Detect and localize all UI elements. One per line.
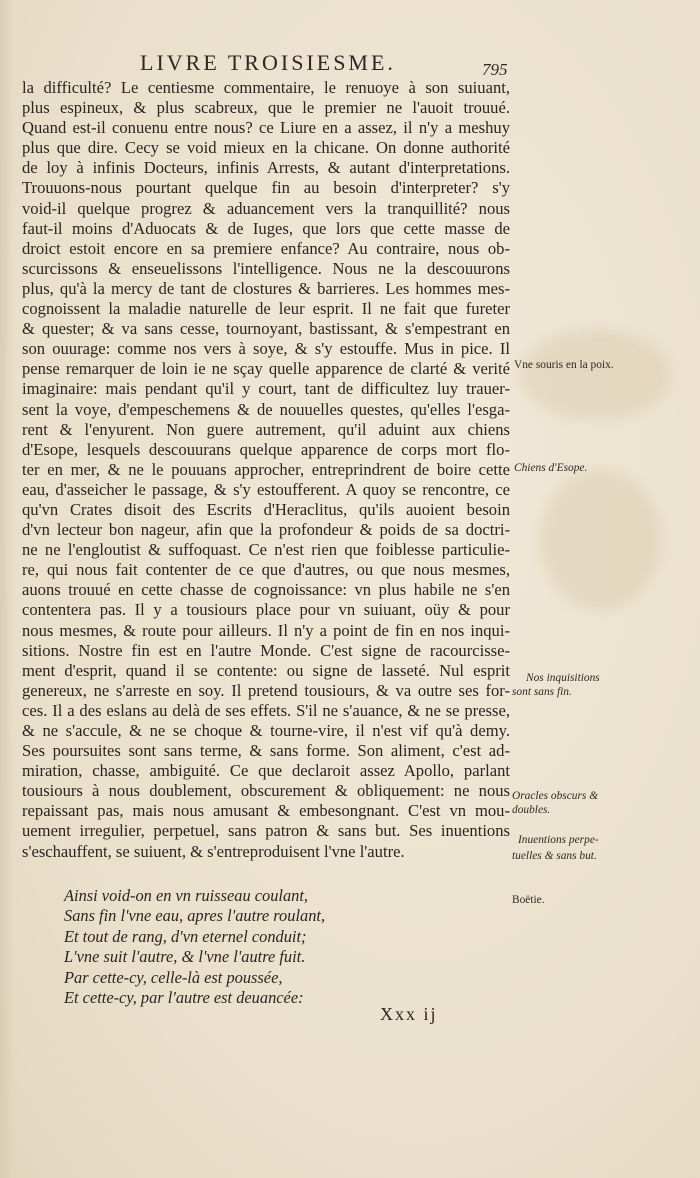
text-line: sent la voye, d'empeschemens & de nouuelles questes, qu'elles l'esga- (22, 399, 510, 419)
text-line: d'vn lecteur bon nageur, afin que la profondeur & poids de sa doctri- (22, 520, 510, 540)
text-line: & ne s'accule, & ne se choque & tourne-vire, il n'est vif qu'à demy. (22, 721, 510, 740)
text-line: ces. Il a des eslans au delà de ses effets. S'il ne s'auance, & ne se presse, (22, 700, 510, 720)
verse-line: Ainsi void-on en vn ruisseau coulant, (64, 886, 309, 905)
marginal-note: Inuentions perpe- (518, 834, 599, 846)
paper-stain (540, 470, 660, 610)
text-line: Ses poursuites sont sans terme, & sans forme. Son aliment, c'est ad- (22, 741, 510, 761)
text-line: Trouuons-nous pourtant quelque fin au besoin d'interpreter? s'y (22, 178, 510, 198)
text-line: ne ne l'engloutist & suffoquast. Ce n'est rien que foiblesse particulie- (22, 540, 510, 560)
text-line: d'Esope, lesquels descouurans quelque apparence de corps mort flo- (22, 439, 510, 459)
text-line: plus, qu'à la mercy de tant de clostures & barrieres. Les hommes mes- (22, 278, 510, 298)
text-line: genereux, ne s'arreste en soy. Il pretend tousiours, & va outre ses for- (22, 680, 510, 700)
text-line: ter en mer, & ne le pouuans approcher, entreprindrent de boire cette (22, 459, 510, 479)
text-line: rent & l'enyurent. Non guere autrement, qu'il aduint aux chiens (22, 419, 510, 439)
text-line: plus espineux, & plus scabreux, que le premier ne l'auoit trouué. (22, 98, 510, 118)
text-line: scurcissons & enseuelissons l'intelligence. Nous ne la descouurons (22, 258, 510, 278)
text-line: sitions. Nostre fin est en l'autre Monde. C'est signe de racourcisse- (22, 640, 510, 660)
text-line: contentera pas. Il y a tousiours place pour vn suiuant, oüy & pour (22, 600, 510, 620)
main-text-block (22, 78, 510, 862)
text-line: & quester; & va sans cesse, tournoyant, bastissant, & s'empestrant en (22, 319, 510, 339)
text-line: miration, chasse, ambiguité. Ce que declaroit assez Apollo, parlant (22, 761, 510, 781)
text-line: son ouurage: comme nos vers à soye, & s'y estouffe. Mus in pice. Il (22, 339, 510, 359)
text-line: nous mesmes, & route pour ailleurs. Il n'y a point de fin en nos inqui- (22, 620, 510, 640)
verse-block (64, 886, 424, 1008)
marginal-note: Chiens d'Esope. (514, 462, 588, 474)
verse-line: Et tout de rang, d'vn eternel conduit; (64, 926, 307, 946)
text-line: la difficulté? Le centiesme commentaire, le renuoye à son suiuant, (22, 78, 510, 97)
text-line: pense remarquer de loin ie ne sçay quelle apparence de clarté & verité (22, 359, 510, 379)
text-line: void-il quelque progrez & aduancement vers la tranquillité? nous (22, 198, 510, 218)
signature-mark: Xxx ij (380, 1004, 438, 1024)
marginal-note: Boëtie. (512, 894, 545, 906)
verse-line: L'vne suit l'autre, & l'vne l'autre fuit. (64, 947, 306, 967)
text-line: plus que dire. Cecy se void mieux en la chicane. On donne authorité (22, 138, 510, 158)
page-gutter-shadow (0, 0, 14, 1178)
marginal-note: doubles. (512, 804, 551, 816)
text-line: repaissant pas, mais nous amusant & embesongnant. C'est vn mou- (22, 801, 510, 821)
verse-line: Sans fin l'vne eau, apres l'autre roulant, (64, 906, 326, 926)
text-line: auons trouué en cette chasse de cognoissance: vn plus habile ne s'en (22, 580, 510, 600)
text-line: s'eschauffent, se suiuent, & s'entreproduisent l'vne l'autre. (22, 841, 405, 861)
text-line: Quand est-il conuenu entre nous? ce Liure en a assez, il n'y a meshuy (22, 118, 510, 138)
verse-line: Par cette-cy, celle-là est poussée, (64, 967, 283, 987)
paper-stain (520, 330, 670, 420)
marginal-note: tuelles & sans but. (512, 850, 597, 862)
text-line: ment d'esprit, quand il se contente: ou signe de lasseté. Nul esprit (22, 660, 510, 680)
text-line: de loy à infinis Docteurs, infinis Arrests, & autant d'interpretations. (22, 158, 510, 178)
text-line: qu'vn Crates disoit des Escrits d'Heraclitus, qu'ils auoient besoin (22, 499, 510, 519)
text-line: cognoissent la maladie naturelle de leur esprit. Il ne fait que fureter (22, 299, 510, 319)
text-line: faut-il moins d'Aduocats & de Iuges, que lors que cette masse de (22, 218, 510, 238)
verse-line: Et cette-cy, par l'autre est deuancée: (64, 988, 304, 1008)
text-line: imaginaire: mais pendant qu'il y court, tant de difficultez luy trauer- (22, 379, 510, 399)
marginal-note: sont sans fin. (512, 686, 572, 698)
text-line: re, qui nous fait contenter de ce que d'autres, ou que nous mesmes, (22, 560, 510, 580)
marginal-note: Vne souris en la poix. (514, 359, 614, 371)
marginal-note: Oracles obscurs & (512, 790, 599, 802)
text-line: eau, d'asseicher le passage, & s'y estoufferent. A quoy se rencontre, ce (22, 479, 510, 499)
marginal-note: Nos inquisitions (526, 672, 600, 684)
folio-number: 795 (482, 60, 508, 79)
text-line: tousiours à nous doublement, obscurement & obliquement: ne nous (22, 781, 510, 801)
text-line: uement irregulier, perpetuel, sans patron & sans but. Ses inuentions (22, 821, 510, 841)
running-head: LIVRE TROISIESME. (140, 50, 396, 75)
text-line: droict estoit encore en sa premiere enfance? Au contraire, nous ob- (22, 238, 510, 258)
